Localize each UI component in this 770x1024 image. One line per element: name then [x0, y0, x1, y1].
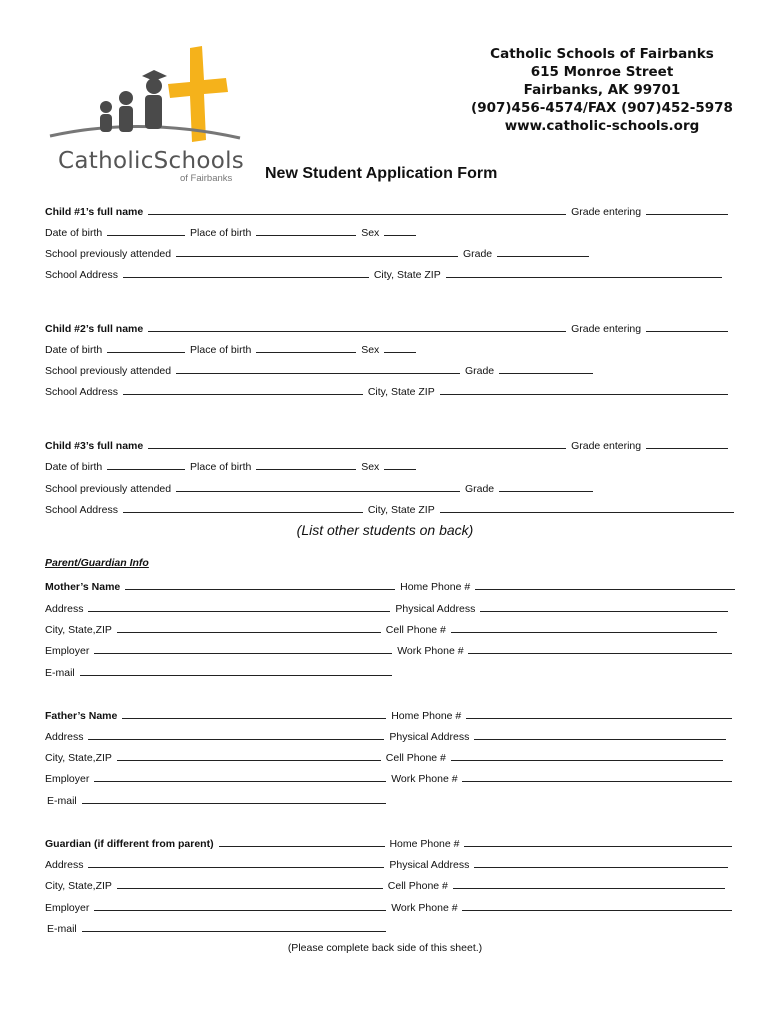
guardian-address-label: Address	[45, 859, 84, 871]
child3-grade-entering-field[interactable]	[646, 438, 728, 449]
child1-grade-field[interactable]	[497, 246, 589, 257]
guardian-city-row	[45, 878, 727, 892]
child1-school-row	[45, 246, 591, 260]
child3-grade-field[interactable]	[499, 481, 593, 492]
child2-grade-label: Grade	[464, 365, 495, 377]
contact-city: Fairbanks, AK 99701	[523, 82, 681, 98]
guardian-work-phone-label: Work Phone #	[391, 902, 458, 914]
guardian-cell-phone-label: Cell Phone #	[387, 880, 448, 892]
child1-name-row	[45, 204, 730, 218]
child2-address-row	[45, 384, 730, 398]
child1-grade-label: Grade	[462, 248, 493, 260]
child3-school-row	[45, 481, 595, 495]
mother-work-phone-label: Work Phone #	[397, 645, 464, 657]
father-name-field[interactable]	[122, 708, 386, 719]
guardian-name-row	[45, 836, 734, 850]
mother-employer-label: Employer	[45, 645, 90, 657]
guardian-employer-field[interactable]	[94, 900, 386, 911]
child2-dob-label: Date of birth	[45, 344, 103, 356]
guardian-name-label: Guardian (if different from parent)	[45, 838, 214, 850]
child1-sex-field[interactable]	[384, 225, 416, 236]
child3-address-row	[45, 502, 736, 516]
list-other-students-note: (List other students on back)	[296, 522, 474, 538]
logo-subtitle: of Fairbanks	[180, 173, 233, 184]
father-cell-phone-field[interactable]	[451, 750, 723, 761]
mother-home-phone-label: Home Phone #	[400, 581, 471, 593]
child2-grade-entering-field[interactable]	[646, 321, 728, 332]
father-email-label: E-mail	[47, 795, 77, 807]
child1-grade-entering-label: Grade entering	[571, 206, 642, 218]
child2-prev-school-field[interactable]	[176, 363, 460, 374]
father-work-phone-field[interactable]	[462, 771, 732, 782]
child3-school-address-label: School Address	[45, 504, 118, 516]
child3-school-address-field[interactable]	[123, 502, 363, 513]
father-city-state-zip-label: City, State,ZIP	[45, 752, 112, 764]
contact-phone: (907)456-4574/FAX (907)452-5978	[471, 100, 733, 116]
child2-name-row	[45, 321, 730, 335]
father-work-phone-label: Work Phone #	[391, 773, 458, 785]
father-physical-address-label: Physical Address	[389, 731, 470, 743]
mother-city-state-zip-field[interactable]	[117, 622, 381, 633]
child2-sex-field[interactable]	[384, 342, 416, 353]
child2-pob-label: Place of birth	[190, 344, 252, 356]
guardian-name-field[interactable]	[219, 836, 385, 847]
guardian-physical-address-field[interactable]	[474, 857, 728, 868]
child1-school-address-label: School Address	[45, 269, 118, 281]
father-name-row	[45, 708, 734, 722]
guardian-home-phone-label: Home Phone #	[389, 838, 460, 850]
school-logo	[40, 40, 250, 190]
child2-school-address-label: School Address	[45, 386, 118, 398]
guardian-email-field[interactable]	[82, 921, 386, 932]
child3-dob-field[interactable]	[107, 459, 185, 470]
child3-prev-school-label: School previously attended	[45, 483, 172, 495]
child2-name-field[interactable]	[148, 321, 566, 332]
child2-birth-row	[45, 342, 418, 356]
mother-address-field[interactable]	[88, 601, 390, 612]
guardian-cell-phone-field[interactable]	[453, 878, 725, 889]
child1-city-state-zip-label: City, State ZIP	[373, 269, 441, 281]
mother-email-field[interactable]	[80, 665, 392, 676]
guardian-physical-address-label: Physical Address	[389, 859, 470, 871]
child1-prev-school-field[interactable]	[176, 246, 458, 257]
child3-birth-row	[45, 459, 418, 473]
child2-dob-field[interactable]	[107, 342, 185, 353]
child1-name-field[interactable]	[148, 204, 566, 215]
father-name-label: Father’s Name	[45, 710, 118, 722]
contact-street: 615 Monroe Street	[530, 64, 674, 80]
child2-name-label: Child #2’s full name	[45, 323, 144, 335]
guardian-work-phone-field[interactable]	[462, 900, 732, 911]
contact-website: www.catholic-schools.org	[504, 118, 700, 134]
child2-grade-entering-label: Grade entering	[571, 323, 642, 335]
mother-email-row	[45, 665, 394, 679]
child2-grade-field[interactable]	[499, 363, 593, 374]
mother-address-row	[45, 601, 730, 615]
contact-school-name: Catholic Schools of Fairbanks	[490, 46, 714, 62]
guardian-address-field[interactable]	[88, 857, 384, 868]
child3-city-state-zip-field[interactable]	[440, 502, 734, 513]
child2-city-state-zip-field[interactable]	[440, 384, 728, 395]
mother-city-state-zip-label: City, State,ZIP	[45, 624, 112, 636]
child1-city-state-zip-field[interactable]	[446, 267, 722, 278]
father-home-phone-field[interactable]	[466, 708, 732, 719]
mother-name-label: Mother’s Name	[45, 581, 121, 593]
child3-name-label: Child #3’s full name	[45, 440, 144, 452]
father-email-row	[47, 793, 388, 807]
father-employer-label: Employer	[45, 773, 90, 785]
child3-pob-label: Place of birth	[190, 461, 252, 473]
mother-cell-phone-field[interactable]	[451, 622, 717, 633]
mother-work-phone-field[interactable]	[468, 643, 732, 654]
child3-name-row	[45, 438, 730, 452]
child3-grade-entering-label: Grade entering	[571, 440, 642, 452]
father-city-row	[45, 750, 725, 764]
guardian-email-label: E-mail	[47, 923, 77, 935]
child1-birth-row	[45, 225, 418, 239]
child3-grade-label: Grade	[464, 483, 495, 495]
child2-school-address-field[interactable]	[123, 384, 363, 395]
mother-home-phone-field[interactable]	[475, 579, 735, 590]
child1-school-address-field[interactable]	[123, 267, 369, 278]
child1-dob-field[interactable]	[107, 225, 185, 236]
form-title: New Student Application Form	[265, 165, 498, 182]
mother-cell-phone-label: Cell Phone #	[385, 624, 446, 636]
father-employer-field[interactable]	[94, 771, 386, 782]
mother-name-row	[45, 579, 737, 593]
school-contact-block	[452, 45, 752, 135]
logo-wordmark: CatholicSchools	[58, 148, 245, 174]
child1-name-label: Child #1’s full name	[45, 206, 144, 218]
parent-guardian-heading: Parent/Guardian Info	[45, 557, 149, 569]
guardian-city-state-zip-label: City, State,ZIP	[45, 880, 112, 892]
mother-email-label: E-mail	[45, 667, 75, 679]
father-cell-phone-label: Cell Phone #	[385, 752, 446, 764]
father-email-field[interactable]	[82, 793, 386, 804]
child3-dob-label: Date of birth	[45, 461, 103, 473]
child3-sex-label: Sex	[361, 461, 380, 473]
guardian-home-phone-field[interactable]	[464, 836, 732, 847]
child2-pob-field[interactable]	[256, 342, 356, 353]
child1-dob-label: Date of birth	[45, 227, 103, 239]
father-home-phone-label: Home Phone #	[391, 710, 462, 722]
child2-city-state-zip-label: City, State ZIP	[367, 386, 435, 398]
child3-prev-school-field[interactable]	[176, 481, 460, 492]
child2-prev-school-label: School previously attended	[45, 365, 172, 377]
guardian-employer-label: Employer	[45, 902, 90, 914]
guardian-address-row	[45, 857, 730, 871]
mother-employer-field[interactable]	[94, 643, 392, 654]
father-address-field[interactable]	[88, 729, 384, 740]
father-address-label: Address	[45, 731, 84, 743]
child1-grade-entering-field[interactable]	[646, 204, 728, 215]
mother-address-label: Address	[45, 603, 84, 615]
guardian-city-state-zip-field[interactable]	[117, 878, 383, 889]
complete-back-side-note: (Please complete back side of this sheet.)	[287, 942, 483, 954]
child3-sex-field[interactable]	[384, 459, 416, 470]
mother-employer-row	[45, 643, 734, 657]
child2-school-row	[45, 363, 595, 377]
child1-pob-label: Place of birth	[190, 227, 252, 239]
child2-sex-label: Sex	[361, 344, 380, 356]
child1-prev-school-label: School previously attended	[45, 248, 172, 260]
child1-pob-field[interactable]	[256, 225, 356, 236]
mother-city-row	[45, 622, 719, 636]
child3-name-field[interactable]	[148, 438, 566, 449]
father-employer-row	[45, 771, 734, 785]
father-physical-address-field[interactable]	[474, 729, 726, 740]
guardian-employer-row	[45, 900, 734, 914]
mother-physical-address-label: Physical Address	[395, 603, 476, 615]
father-city-state-zip-field[interactable]	[117, 750, 381, 761]
child1-sex-label: Sex	[361, 227, 380, 239]
logo-graphic	[40, 40, 250, 150]
father-address-row	[45, 729, 728, 743]
mother-physical-address-field[interactable]	[480, 601, 728, 612]
child1-address-row	[45, 267, 724, 281]
child3-pob-field[interactable]	[256, 459, 356, 470]
child3-city-state-zip-label: City, State ZIP	[367, 504, 435, 516]
mother-name-field[interactable]	[125, 579, 395, 590]
guardian-email-row	[47, 921, 388, 935]
